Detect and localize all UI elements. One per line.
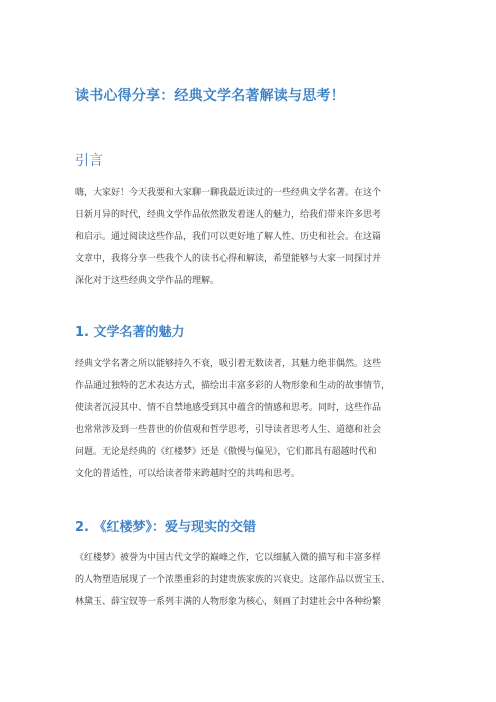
paragraph-line: 文化的普适性，可以给读者带来跨越时空的共鸣和思考。 — [75, 469, 301, 479]
paragraph-line: 林黛玉、薛宝钗等一系列丰满的人物形象为核心，刻画了封建社会中各种纷繁 — [75, 597, 382, 607]
paragraph-section-2 — [75, 552, 435, 618]
paragraph-line: 使读者沉浸其中、情不自禁地感受到其中蕴含的情感和思考。同时，这些作品 — [75, 403, 382, 413]
section-heading-1: 1. 文学名著的魅力 — [75, 325, 185, 340]
paragraph-section-1 — [75, 358, 435, 490]
paragraph-line: 深化对于这些经典文学作品的理解。 — [75, 276, 220, 286]
document-title: 读书心得分享：经典文学名著解读与思考！ — [75, 88, 345, 104]
paragraph-intro — [75, 187, 435, 297]
paragraph-line: 作品通过独特的艺术表达方式，描绘出丰富多彩的人物形象和生动的故事情节， — [75, 381, 391, 391]
paragraph-line: 和启示。通过阅读这些作品，我们可以更好地了解人性、历史和社会。在这篇 — [75, 232, 382, 242]
paragraph-line: 经典文学名著之所以能够持久不衰，吸引着无数读者，其魅力绝非偶然。这些 — [75, 359, 382, 369]
paragraph-line: 嗨，大家好！今天我要和大家聊一聊我最近读过的一些经典文学名著。在这个 — [75, 188, 382, 198]
paragraph-line: 日新月异的时代，经典文学作品依然散发着迷人的魅力，给我们带来许多思考 — [75, 210, 382, 220]
paragraph-line: 问题。无论是经典的《红楼梦》还是《傲慢与偏见》，它们都具有超越时代和 — [75, 447, 377, 457]
section-heading-2: 2. 《红楼梦》：爱与现实的交错 — [75, 520, 257, 535]
paragraph-line: 的人物塑造展现了一个浓墨重彩的封建贵族家族的兴衰史。这部作品以贾宝玉、 — [75, 575, 391, 585]
paragraph-line: 也常常涉及到一些普世的价值观和哲学思考，引导读者思考人生、道德和社会 — [75, 425, 382, 435]
paragraph-line: 文章中，我将分享一些我个人的读书心得和解读，希望能够与大家一同探讨并 — [75, 254, 382, 264]
paragraph-line: 《红楼梦》被誉为中国古代文学的巅峰之作，它以细腻入微的描写和丰富多样 — [75, 553, 382, 563]
section-heading-intro: 引言 — [75, 153, 103, 169]
